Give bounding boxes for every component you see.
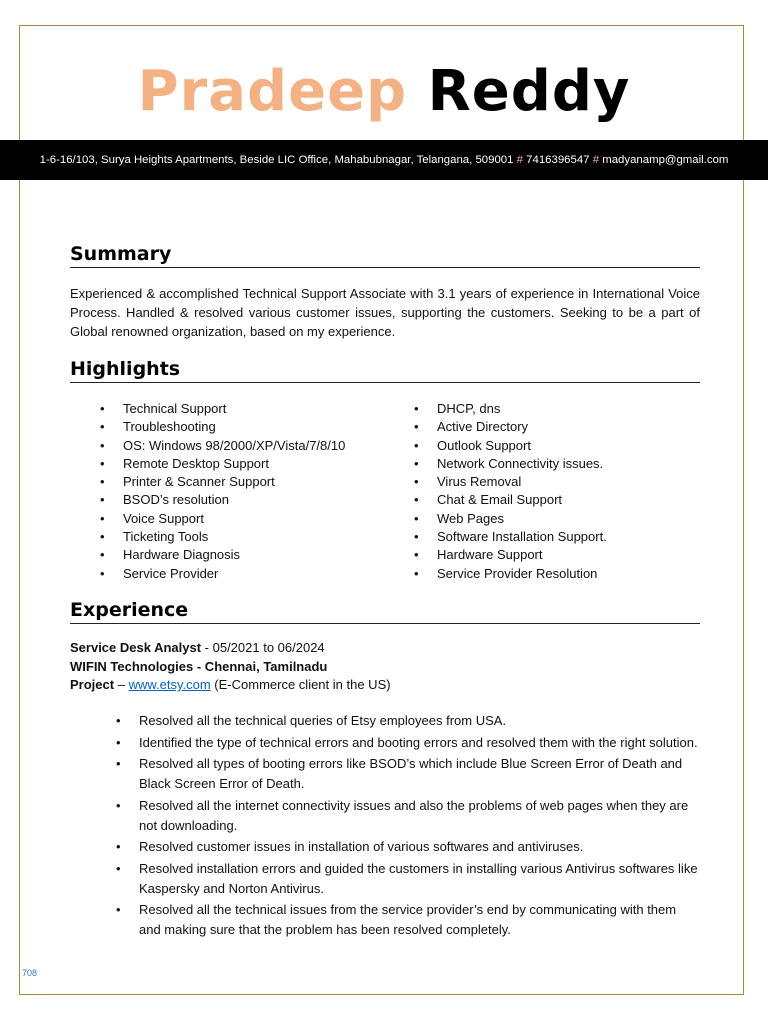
project-description: (E-Commerce client in the US) bbox=[214, 677, 391, 692]
highlights-right-list bbox=[414, 400, 607, 583]
last-name: Reddy bbox=[427, 59, 631, 124]
list-item: • Resolved installation errors and guided the customers in installing various Antivirus softwares like Kaspersky and Norton Antivirus. bbox=[116, 859, 700, 899]
list-item: • Technical Support bbox=[100, 400, 345, 418]
job-company: WIFIN Technologies - Chennai, Tamilnadu bbox=[70, 658, 328, 674]
list-item: • Chat & Email Support bbox=[414, 491, 607, 509]
list-item: • Software Installation Support. bbox=[414, 528, 607, 546]
list-item: • Voice Support bbox=[100, 510, 345, 528]
job-company-line bbox=[70, 658, 391, 677]
job-project-line bbox=[70, 676, 391, 695]
email[interactable]: madyanamp@gmail.com bbox=[602, 154, 729, 166]
list-item: • BSOD’s resolution bbox=[100, 491, 345, 509]
job-role-line bbox=[70, 639, 391, 658]
list-item: • Service Provider Resolution bbox=[414, 565, 607, 583]
list-item: • Active Directory bbox=[414, 418, 607, 436]
candidate-name bbox=[0, 56, 768, 128]
list-item: • Outlook Support bbox=[414, 437, 607, 455]
list-item: • Remote Desktop Support bbox=[100, 455, 345, 473]
phone: 7416396547 bbox=[526, 154, 590, 166]
list-item: • Web Pages bbox=[414, 510, 607, 528]
list-item: • Resolved all types of booting errors like BSOD’s which include Blue Screen Error of Death and Black Screen Error of Death. bbox=[116, 754, 700, 794]
list-item: • Hardware Diagnosis bbox=[100, 546, 345, 564]
job-dates: - 05/2021 to 06/2024 bbox=[204, 640, 325, 655]
experience-heading: Experience bbox=[70, 599, 700, 624]
list-item: • Identified the type of technical errors and booting errors and resolved them with the right solution. bbox=[116, 733, 700, 753]
address: 1-6-16/103, Surya Heights Apartments, Beside LIC Office, Mahabubnagar, Telangana, 509001 bbox=[39, 154, 514, 166]
summary-heading: Summary bbox=[70, 243, 700, 268]
project-dash: – bbox=[117, 677, 125, 692]
separator-hash: # bbox=[592, 154, 600, 166]
list-item: • Troubleshooting bbox=[100, 418, 345, 436]
job-role: Service Desk Analyst bbox=[70, 640, 202, 655]
list-item: • Resolved all the internet connectivity issues and also the problems of web pages when they are not downloading. bbox=[116, 796, 700, 836]
job-header bbox=[70, 639, 391, 695]
summary-text: Experienced & accomplished Technical Support Associate with 3.1 years of experience in International Voice Process. Handled & resolved various customer issues, supporting the customers. Seeking to be a part of Global renowned organization, based on my experience. bbox=[70, 286, 700, 339]
separator-hash: # bbox=[516, 154, 523, 166]
list-item: • Hardware Support bbox=[414, 546, 607, 564]
list-item: • Service Provider bbox=[100, 565, 345, 583]
list-item: • Resolved all the technical issues from the service provider’s end by communicating with them and making sure that the problem has been resolved completely. bbox=[116, 900, 700, 940]
list-item: • Resolved all the technical queries of Etsy employees from USA. bbox=[116, 711, 700, 731]
contact-bar bbox=[0, 140, 768, 180]
list-item: • Network Connectivity issues. bbox=[414, 455, 607, 473]
highlights-heading: Highlights bbox=[70, 358, 700, 383]
list-item: • DHCP, dns bbox=[414, 400, 607, 418]
highlights-left-list bbox=[100, 400, 345, 583]
list-item: • Ticketing Tools bbox=[100, 528, 345, 546]
project-link[interactable]: www.etsy.com bbox=[128, 677, 211, 692]
list-item: • Virus Removal bbox=[414, 473, 607, 491]
duties-list bbox=[116, 711, 700, 942]
list-item: • OS: Windows 98/2000/XP/Vista/7/8/10 bbox=[100, 437, 345, 455]
list-item: • Printer & Scanner Support bbox=[100, 473, 345, 491]
first-name: Pradeep bbox=[137, 59, 408, 124]
page-number: 708 bbox=[22, 968, 38, 978]
project-label: Project bbox=[70, 677, 115, 692]
list-item: • Resolved customer issues in installation of various softwares and antiviruses. bbox=[116, 837, 700, 857]
